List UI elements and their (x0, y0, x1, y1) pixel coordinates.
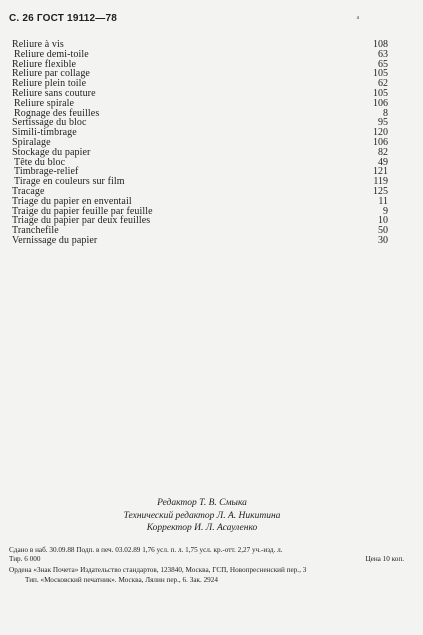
index-page: 119 (373, 176, 388, 188)
index-entry (12, 216, 388, 226)
imprint-block (9, 546, 404, 564)
index-term: Sertissage du bloc (12, 117, 87, 129)
index-term: Stockage du papier (12, 146, 91, 158)
index-page: 105 (373, 87, 388, 99)
index-entry (12, 128, 388, 138)
index-term: Reliure plein toile (12, 78, 87, 90)
index-term: Reliure à vis (12, 39, 64, 50)
printer-line: Тип. «Московский печатник». Москва, Лялин пер., 6. Зак. 2924 (25, 575, 218, 584)
index-term: Spiralage (12, 136, 51, 148)
index-term: Tirage en couleurs sur film (14, 176, 125, 188)
publisher-footer (9, 566, 404, 585)
index-page: 95 (378, 117, 388, 129)
index-page: 30 (378, 234, 388, 246)
index-page: 49 (378, 156, 388, 168)
index-term: Reliure demi-toile (14, 48, 89, 60)
index-page: 9 (383, 205, 388, 217)
index-term: Triage du papier par deux feuilles (12, 215, 151, 227)
index-page: 82 (378, 146, 388, 158)
index-term: Reliure par collage (12, 68, 90, 80)
index-term: Reliure sans couture (12, 87, 96, 99)
index-entry (12, 177, 388, 187)
index-term: Timbrage-relief (14, 166, 79, 178)
index-page: 121 (373, 166, 388, 178)
credits-block (107, 497, 297, 535)
index-term: Simili-timbrage (12, 127, 77, 139)
index-page: 62 (378, 78, 388, 90)
index-page: 10 (378, 215, 388, 227)
price: Цена 10 коп. (365, 555, 404, 563)
term-index (12, 40, 388, 246)
index-page: 125 (373, 185, 388, 197)
index-page: 50 (378, 225, 388, 237)
index-page: 11 (378, 195, 388, 207)
index-term: Tranchefile (12, 225, 59, 237)
editor-credit: Редактор Т. В. Смыка (157, 498, 247, 508)
index-page: 65 (378, 58, 388, 70)
index-entry (12, 148, 388, 158)
index-entry (12, 236, 388, 246)
print-run: Тир. 6 000 (9, 555, 41, 563)
index-page: 63 (378, 48, 388, 60)
index-page: 105 (373, 68, 388, 80)
imprint-row (9, 555, 404, 564)
index-page: 106 (373, 97, 388, 109)
index-term: Rognage des feuilles (14, 107, 100, 119)
index-term: Triage du papier en enventail (12, 195, 132, 207)
index-page: 106 (373, 136, 388, 148)
tech-editor-credit: Технический редактор Л. А. Никитина (123, 510, 281, 521)
print-mark: ⁴ (356, 15, 359, 23)
page-header: С. 26 ГОСТ 19112—78 (9, 13, 118, 24)
index-term: Tête du bloc (14, 156, 66, 168)
index-page: 8 (383, 107, 388, 119)
index-term: Vernissage du papier (12, 234, 98, 246)
index-term: Reliure spirale (14, 97, 75, 109)
publisher-line: Ордена «Знак Почета» Издательство стандартов, 123840, Москва, ГСП, Новопресненский пер., 3 (9, 566, 307, 574)
index-page: 120 (373, 127, 388, 139)
index-term: Traige du papier feuille par feuille (12, 205, 153, 217)
imprint-line: Сдано в наб. 30.09.88 Подп. в печ. 03.02.89 1,76 усл. п. л. 1,75 усл. кр.-отт. 2,27 уч.-изд. л. (9, 546, 283, 554)
index-page: 108 (373, 39, 388, 50)
index-term: Reliure flexible (12, 58, 77, 70)
proofreader-credit: Корректор И. Л. Асауленко (146, 523, 258, 533)
index-term: Tracage (12, 185, 45, 197)
